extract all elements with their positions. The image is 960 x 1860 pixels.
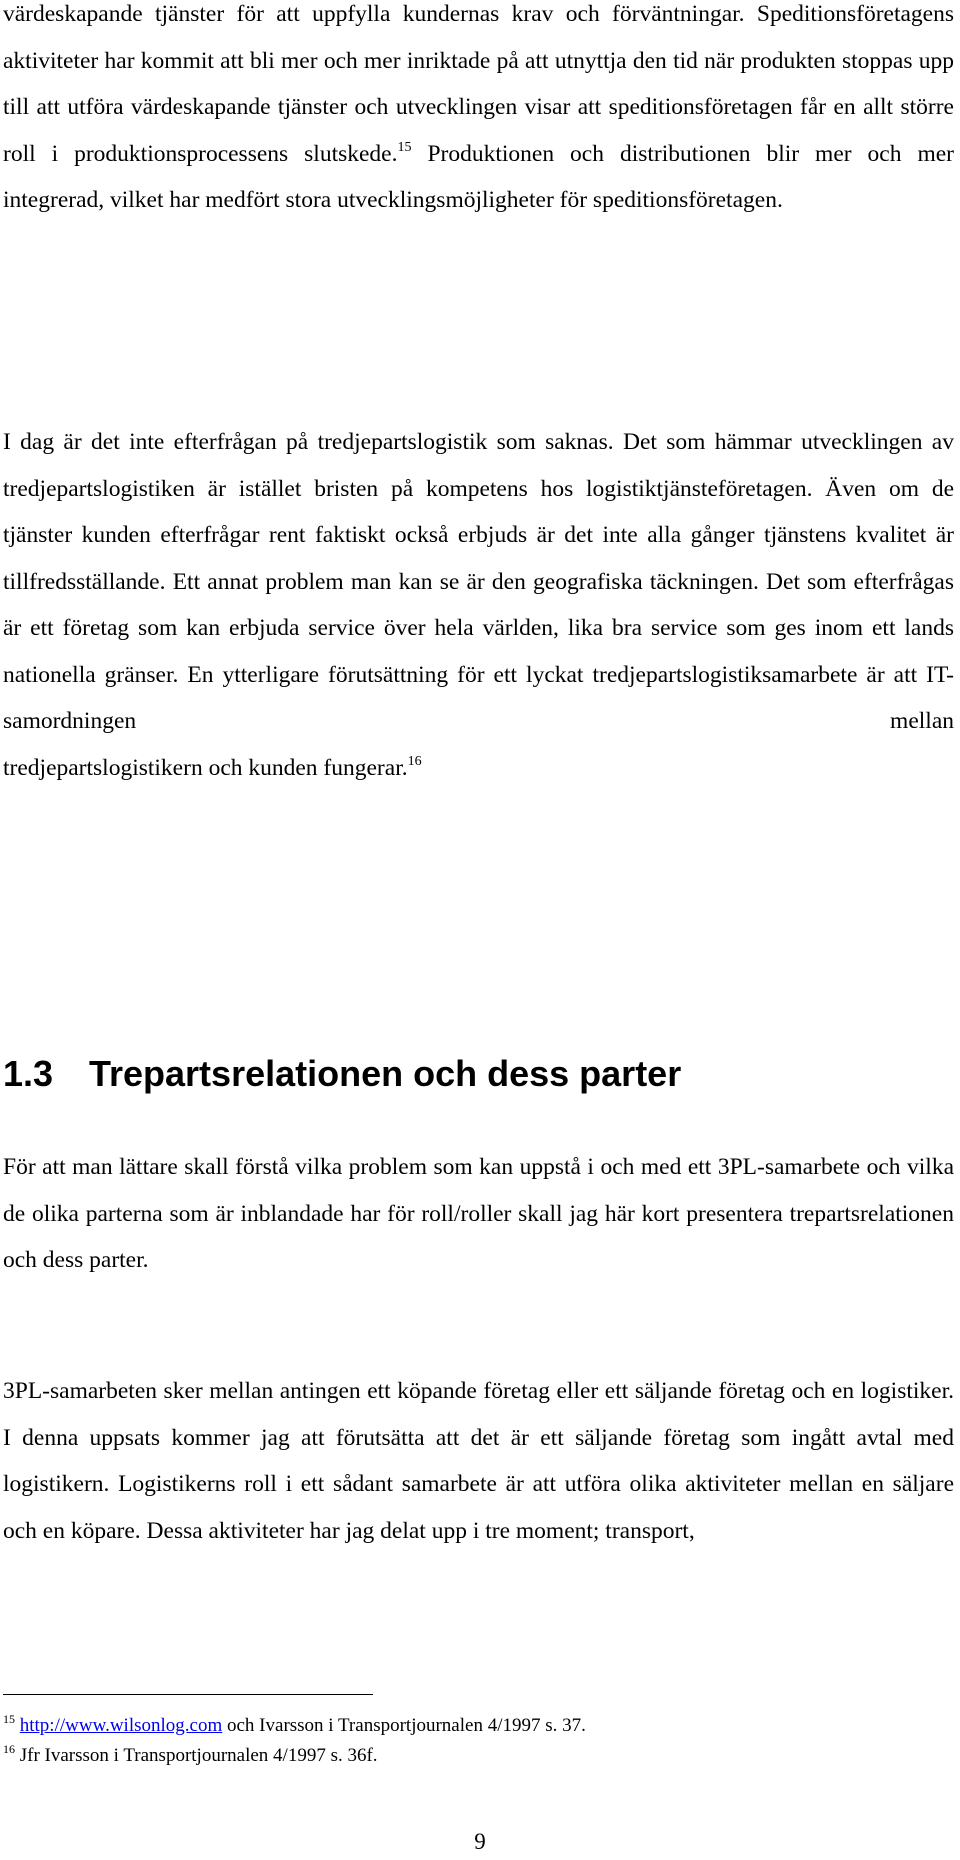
footnote-number: 16	[3, 1742, 15, 1756]
paragraph-trepartsrelationen: För att man lättare skall förstå vilka problem som kan uppstå i och med ett 3PL-samarbete och vilka de olika parterna som är inblandade har för roll/roller skall jag här kort presentera trepartsrelationen och dess parter.	[3, 1154, 954, 1273]
footnote-ref-15: 15	[397, 139, 412, 155]
footnote-text: Jfr Ivarsson i Transportjournalen 4/1997 s. 36f.	[15, 1745, 378, 1766]
footnote-divider	[3, 1694, 373, 1695]
paragraph-efterfragan	[3, 419, 954, 791]
section-title: Trepartsrelationen och dess parter	[89, 1053, 682, 1094]
paragraph-speditionsforetag	[3, 0, 954, 224]
section-number: 1.3	[3, 1053, 54, 1094]
footnote-link[interactable]: http://www.wilsonlog.com	[19, 1715, 223, 1736]
footnote-text: och Ivarsson i Transportjournalen 4/1997 s. 37.	[222, 1715, 586, 1736]
paragraph-text: I dag är det inte efterfrågan på tredjepartslogistik som saknas. Det som hämmar utvecklingen av tredjepartslogistiken är istället bristen på kompetens hos logistiktjänsteföretagen. Även om de tjänster kunden efterfrågar rent faktiskt också erbjuds är det inte alla gånger tjänstens kvalitet är tillfredsställande. Ett annat problem man kan se är den geografiska täckningen. Det som efterfrågas är ett företag som kan erbjuda service över hela världen, lika bra service som ges inom ett lands nationella gränser. En ytterligare förutsättning för ett lyckat tredjepartslogistiksamarbete är att IT-samordningen mellan	[3, 429, 954, 734]
paragraph-line-1: värdeskapande tjänster för att uppfylla kundernas krav och förväntningar.	[3, 1, 745, 27]
paragraph-text: Speditionsföretagens aktiviteter har kommit att bli mer och mer inriktade på att utnyttja den tid när produkten stoppas upp till att utföra värdeskapande tjänster och utvecklingen visar att speditionsföretagen får en allt större roll i produktionsprocessens slutskede.	[3, 1, 954, 167]
paragraph-text-tail: Produktionen och distributionen blir mer och mer integrerad, vilket har medfört stora utvecklingsmöjligheter för speditionsföretagen.	[3, 140, 954, 213]
paragraph-last-line: tredjepartslogistikern och kunden fungerar.	[3, 754, 408, 781]
page-number: 9	[474, 1829, 486, 1854]
footnote-number: 15	[3, 1712, 15, 1726]
footnote-15	[3, 1711, 943, 1741]
footnotes	[3, 1711, 943, 1771]
section-heading	[3, 1052, 681, 1096]
footnote-ref-16: 16	[407, 753, 422, 769]
paragraph-3pl-samarbeten: 3PL-samarbeten sker mellan antingen ett köpande företag eller ett säljande företag och en logistiker. I denna uppsats kommer jag att förutsätta att det är ett säljande företag som ingått avtal med logistikern. Logistikerns roll i ett sådant samarbete är att utföra olika aktiviteter mellan en säljare och en köpare. Dessa aktiviteter har jag delat upp i tre moment; transport,	[3, 1378, 954, 1544]
footnote-16	[3, 1741, 943, 1771]
